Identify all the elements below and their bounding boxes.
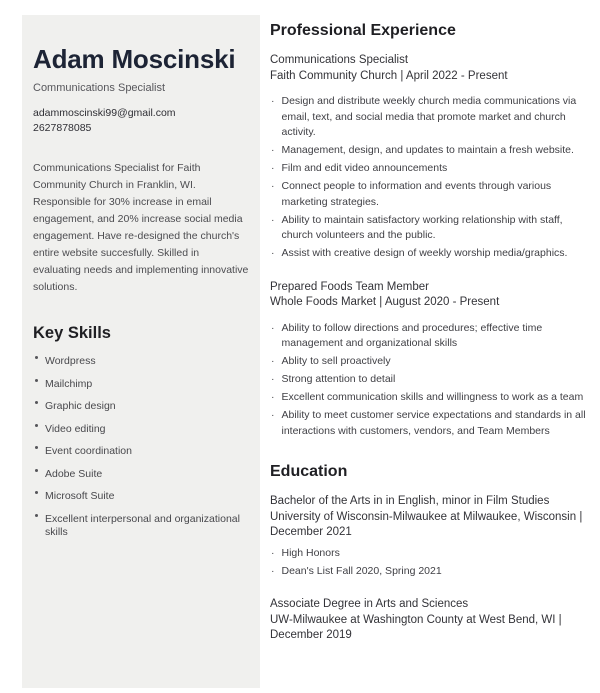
school-meta: University of Wisconsin-Milwaukee at Milwaukee, Wisconsin | December 2021 xyxy=(270,510,583,538)
email-text: adammoscinski99@gmail.com xyxy=(33,107,176,120)
skill-label: Video editing xyxy=(45,422,106,435)
skill-item xyxy=(33,378,249,391)
phone-text: 2627878085 xyxy=(33,122,92,135)
job-entry-2 xyxy=(270,280,586,440)
degree-title: Associate Degree in Arts and Sciences xyxy=(270,598,469,610)
job-bullets xyxy=(270,94,586,262)
contact-block xyxy=(33,106,249,136)
bullet-dot-icon: · xyxy=(271,95,275,107)
bullet-text: High Honors xyxy=(281,546,340,559)
skills-heading: Key Skills xyxy=(33,324,111,343)
bullet-text: Ability to meet customer service expectations and standards in all interactions with customers, vendors, and Team Members xyxy=(281,409,586,437)
person-headline: Communications Specialist xyxy=(33,82,166,95)
bullet-text: Ablity to sell proactively xyxy=(281,355,391,367)
bullet-text: Design and distribute weekly church media communications via email, text, and social media that promote market and church activity. xyxy=(281,95,577,138)
skill-item xyxy=(33,355,249,368)
job-bullet-item xyxy=(270,408,586,439)
skill-item xyxy=(33,423,249,436)
job-bullet-item xyxy=(270,161,586,177)
bullet-dot-icon: · xyxy=(271,373,275,385)
bullet-dot-icon xyxy=(35,491,38,494)
bullet-dot-icon: · xyxy=(271,321,275,334)
bullet-text: Ability to follow directions and procedures; effective time management and organizational skills xyxy=(281,321,543,349)
bullet-dot-icon: · xyxy=(271,213,275,226)
skill-label: Wordpress xyxy=(45,355,96,368)
bullet-dot-icon: · xyxy=(271,564,275,577)
job-bullet-item xyxy=(270,213,586,244)
degree-title: Bachelor of the Arts in in English, minor in Film Studies xyxy=(270,495,550,507)
skill-label: Event coordination xyxy=(45,445,132,458)
bullet-text: Strong attention to detail xyxy=(281,373,396,385)
summary-paragraph: Communications Specialist for Faith Community Church in Franklin, WI. Responsible for 30% increase in email engagement, and 20% increase social media engagement. Have re-designed the church's entire website succesfully. Skilled in evaluating needs and implementing innovative solutions. xyxy=(33,162,249,294)
bullet-dot-icon xyxy=(35,401,38,404)
job-bullet-item xyxy=(270,372,586,388)
skills-list xyxy=(33,355,249,539)
job-bullet-item xyxy=(270,179,586,210)
bullet-text: Dean's List Fall 2020, Spring 2021 xyxy=(281,564,442,577)
job-meta: Whole Foods Market | August 2020 - Present xyxy=(270,296,500,308)
job-title: Communications Specialist xyxy=(270,54,409,66)
bullet-dot-icon xyxy=(35,424,38,427)
bullet-text: Film and edit video announcements xyxy=(281,162,448,174)
skill-label: Excellent interpersonal and organizational skills xyxy=(45,512,240,538)
bullet-dot-icon: · xyxy=(271,144,275,156)
person-name: Adam Moscinski xyxy=(33,44,236,74)
bullet-dot-icon: · xyxy=(271,247,275,259)
education-entry-1 xyxy=(270,494,586,579)
bullet-dot-icon: · xyxy=(271,409,275,421)
bullet-text: Connect people to information and events through various marketing strategies. xyxy=(281,180,552,208)
job-bullet-item xyxy=(270,354,586,370)
job-bullet-item xyxy=(270,390,586,406)
bullet-text: Management, design, and updates to maintain a fresh website. xyxy=(281,144,574,156)
main-column xyxy=(270,22,586,649)
skill-label: Mailchimp xyxy=(45,377,93,390)
bullet-dot-icon: · xyxy=(271,546,275,559)
skill-item xyxy=(33,513,249,539)
skill-label: Adobe Suite xyxy=(45,467,103,480)
sidebar xyxy=(22,15,260,688)
bullet-text: Excellent communication skills and willingness to work as a team xyxy=(281,391,584,403)
bullet-text: Assist with creative design of weekly worship media/graphics. xyxy=(281,247,568,259)
job-meta: Faith Community Church | April 2022 - Present xyxy=(270,69,508,82)
education-heading: Education xyxy=(270,463,348,480)
skill-label: Graphic design xyxy=(45,400,116,413)
education-bullets xyxy=(270,546,586,580)
job-bullet-item xyxy=(270,246,586,262)
bullet-dot-icon: · xyxy=(271,355,275,367)
bullet-dot-icon xyxy=(35,446,38,449)
skill-label: Microsoft Suite xyxy=(45,490,115,503)
school-meta: UW-Milwaukee at Washington County at West Bend, WI | December 2019 xyxy=(270,613,562,641)
skill-item xyxy=(33,445,249,458)
job-entry-1 xyxy=(270,53,586,262)
bullet-dot-icon xyxy=(35,379,38,382)
job-title: Prepared Foods Team Member xyxy=(270,280,429,293)
skill-item xyxy=(33,400,249,413)
bullet-text: Ability to maintain satisfactory working relationship with staff, church volunteers and the public. xyxy=(281,213,563,241)
education-entry-2 xyxy=(270,597,586,644)
job-bullet-item xyxy=(270,321,586,352)
bullet-dot-icon: · xyxy=(271,391,275,403)
job-bullets xyxy=(270,321,586,440)
education-bullet-item xyxy=(270,546,586,562)
job-bullet-item xyxy=(270,94,586,141)
bullet-dot-icon: · xyxy=(271,180,275,192)
job-bullet-item xyxy=(270,143,586,159)
skill-item xyxy=(33,490,249,503)
bullet-dot-icon xyxy=(35,469,38,472)
bullet-dot-icon: · xyxy=(271,162,275,174)
experience-heading: Professional Experience xyxy=(270,22,456,39)
education-bullet-item xyxy=(270,564,586,580)
skill-item xyxy=(33,468,249,481)
bullet-dot-icon xyxy=(35,356,38,359)
bullet-dot-icon xyxy=(35,514,38,517)
